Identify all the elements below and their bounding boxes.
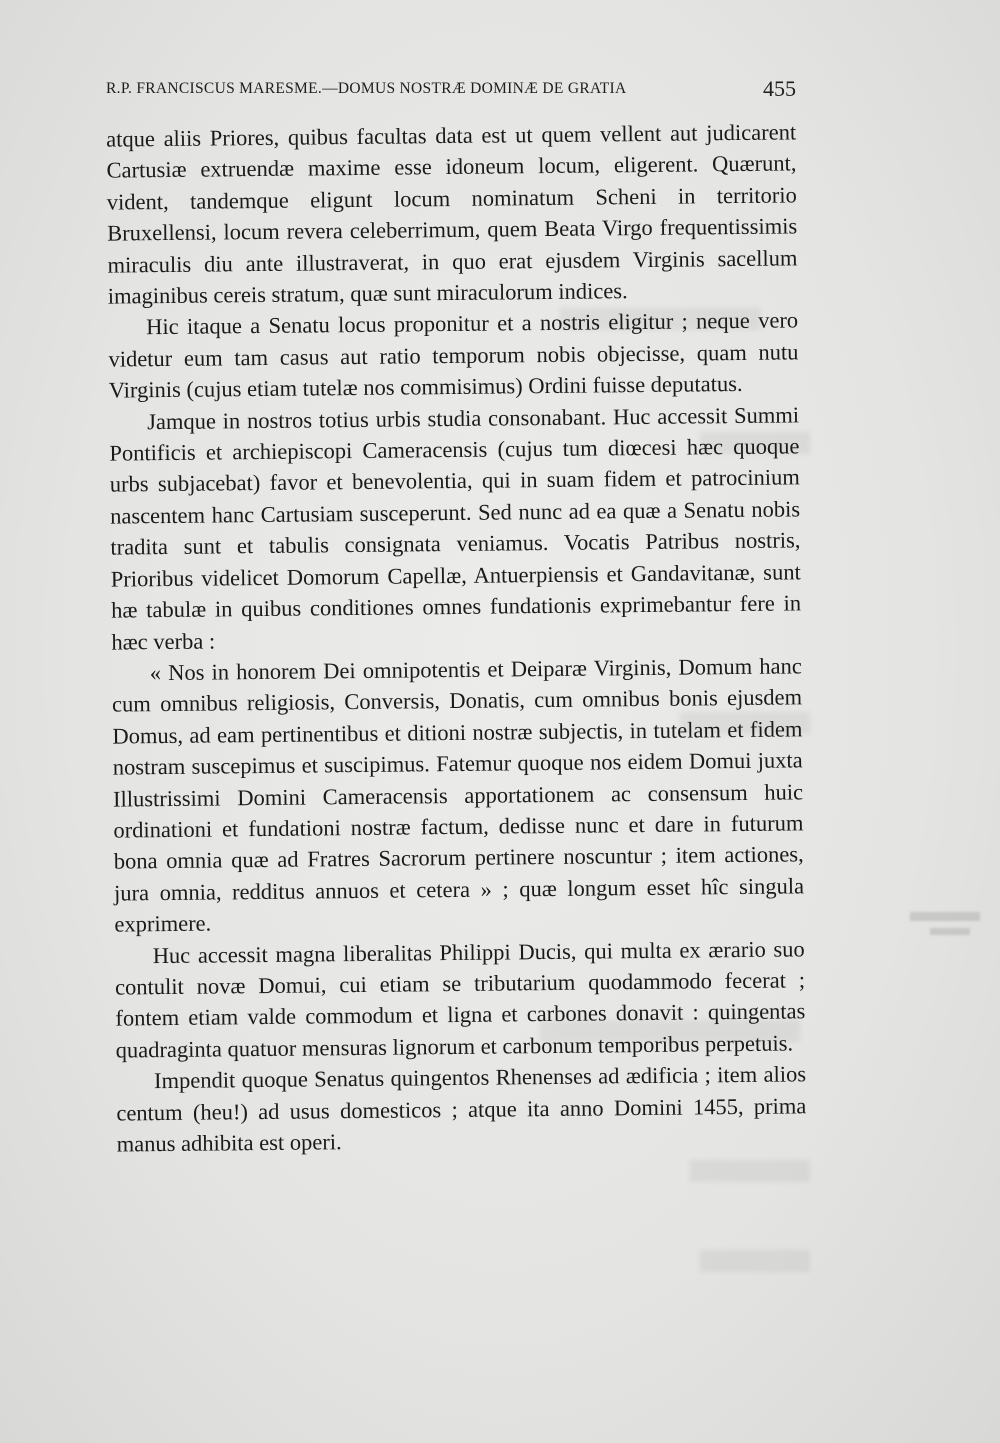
paragraph: Jamque in nostros totius urbis studia consonabant. Huc accessit Summi Pontificis et archiepiscopi Cameracensis (cujus tum diœcesi hæc quoque urbs subjacebat) favor et benevolentia, qui in suam fidem et patrocinium nascentem hanc Cartusiam susceperunt. Sed nunc ad ea quæ a Senatu nobis tradita sunt et tabulis consignata veniamus. Vocatis Patribus nostris, Prioribus videlicet Domorum Capellæ, Antuerpiensis et Gandavitanæ, sunt hæ tabulæ in quibus conditiones omnes fundationis exprimebantur fere in hæc verba : [109, 402, 802, 655]
page-number: 455 [763, 76, 796, 101]
running-head-title: R.P. FRANCISCUS MARESME.—DOMUS NOSTRÆ DOMINÆ DE GRATIA [106, 80, 627, 97]
paragraph: atque aliis Priores, quibus facultas data est ut quem vellent aut judicarent Cartusiæ extruendæ maxime esse idoneum locum, eligerent. Quærunt, vident, tandemque eligunt locum nominatum Scheni in territorio Bruxellensi, locum revera celeberrimum, quem Beata Virgo frequentissimis miraculis diu ante illustraverat, in quo erat ejusdem Virginis sacellum imaginibus cereis stratum, quæ sunt miraculorum indices. [106, 119, 798, 309]
running-head [106, 76, 796, 106]
paragraph-quotation: « Nos in honorem Dei omnipotentis et Deiparæ Virginis, Domum hanc cum omnibus religiosis, Conversis, Donatis, cum omnibus bonis ejusdem Domus, ad eam pertinentibus et ditioni nostræ subjectis, in tutelam et fidem nostram suscepimus et suscipimus. Fatemur quoque nos eidem Domui juxta Illustrissimi Domini Cameracensis apportationem ac consensum huic ordinationi et fundationi nostræ factum, dedisse nunc et dare in futurum bona omnia quæ ad Fratres Sacrorum pertinere noscuntur ; item actiones, jura omnia, redditus annuos et cetera » ; quæ longum esset hîc singula exprimere. [111, 653, 805, 937]
paragraph: Hic itaque a Senatu locus proponitur et a nostris eligitur ; neque vero videtur eum tam casus aut ratio temporum nobis objecisse, quam nutu Virginis (cujus etiam tutelæ nos commisimus) Ordini fuisse deputatus. [108, 307, 799, 403]
body-text [106, 116, 807, 1160]
paragraph: Huc accessit magna liberalitas Philippi Ducis, qui multa ex ærario suo contulit novæ Domui, cui etiam se tributarium quodammodo fecerat ; fontem etiam valde commodum et ligna et carbones donavit : quingentas quadraginta quatuor mensuras lignorum et carbonum temporibus perpetuis. [114, 935, 806, 1063]
paragraph: Impendit quoque Senatus quingentos Rhenenses ad ædificia ; item alios centum (heu!) ad usus domesticos ; atque ita anno Domini 1455, prima manus adhibita est operi. [116, 1061, 807, 1157]
